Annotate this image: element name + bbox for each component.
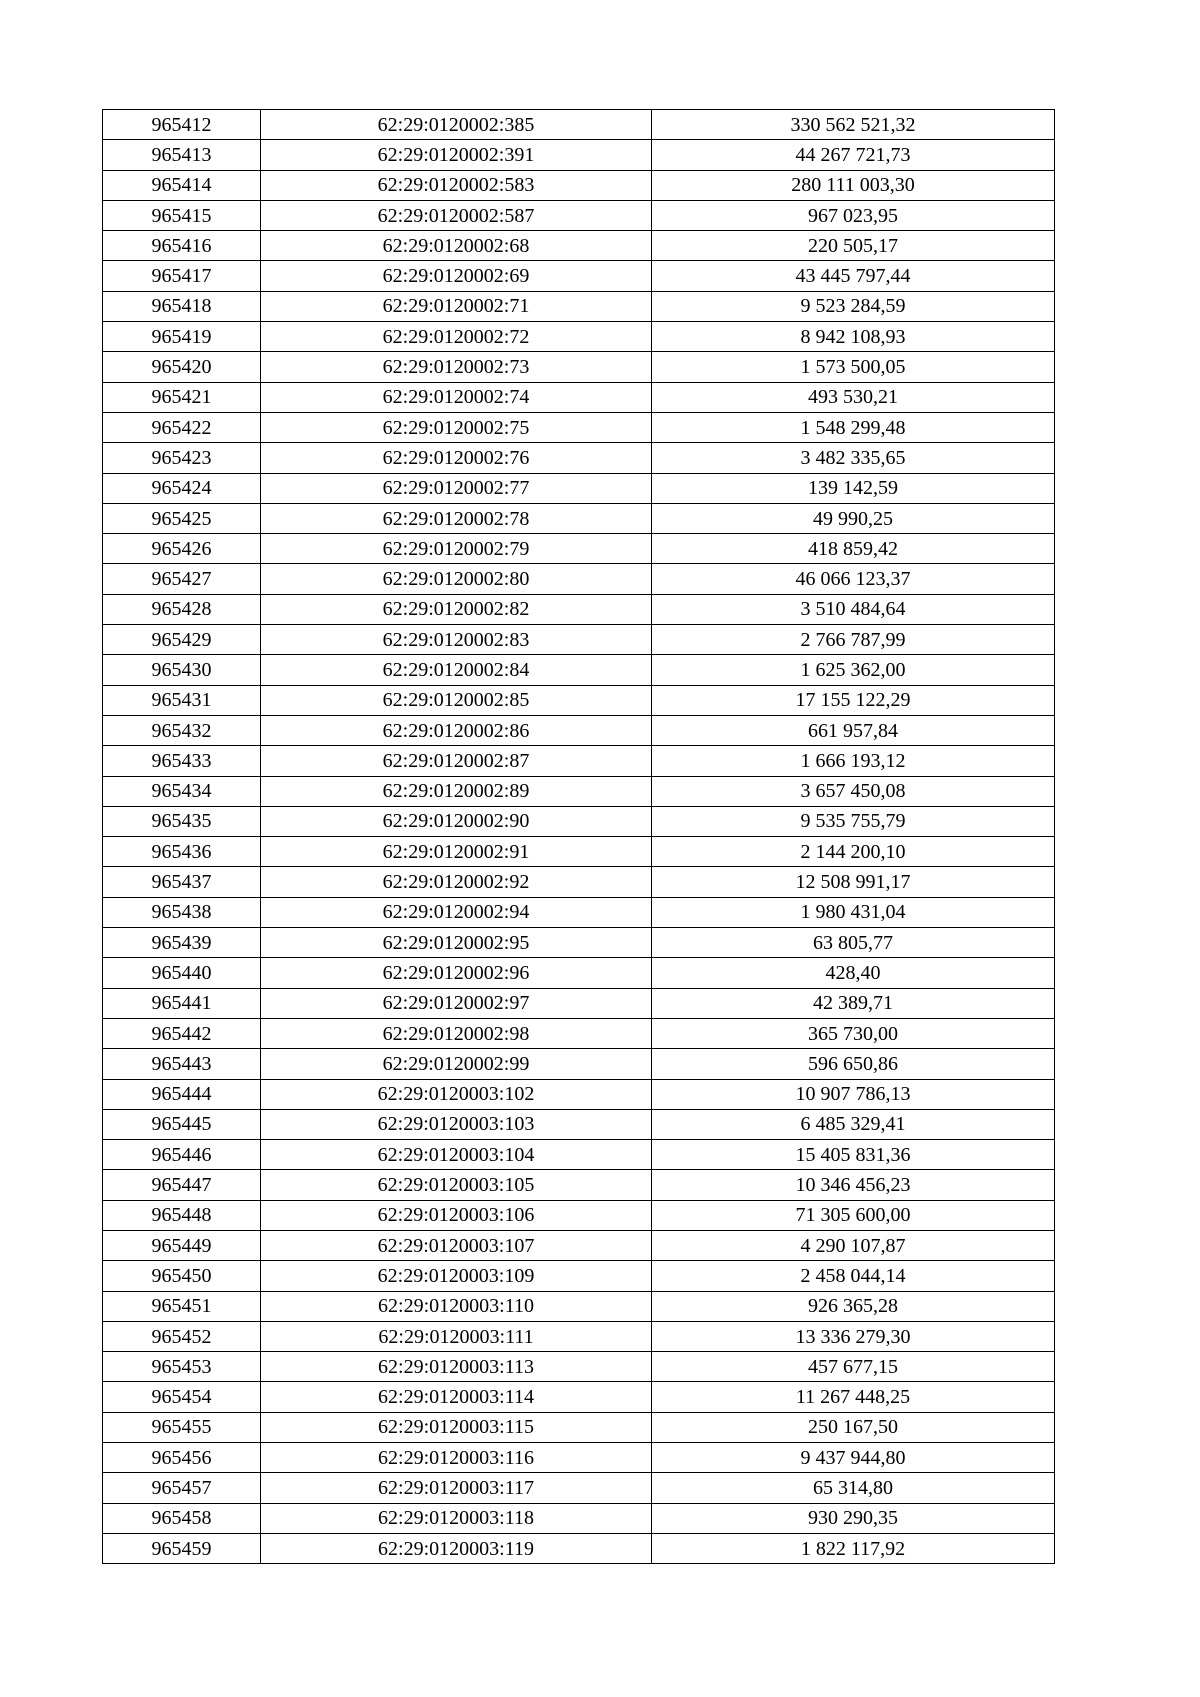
table-row	[103, 1443, 1055, 1473]
cadastral-number-cell: 62:29:0120003:117	[261, 1473, 652, 1503]
cadastral-number-cell: 62:29:0120003:116	[261, 1443, 652, 1473]
table-row	[103, 322, 1055, 352]
cadastral-number-cell: 62:29:0120002:80	[261, 564, 652, 594]
cadastral-number-cell: 62:29:0120002:583	[261, 170, 652, 200]
cadastral-number-cell: 62:29:0120002:99	[261, 1049, 652, 1079]
row-number-cell: 965415	[103, 200, 261, 230]
cadastral-number-cell: 62:29:0120002:77	[261, 473, 652, 503]
cadastral-number-cell: 62:29:0120003:102	[261, 1079, 652, 1109]
table-row	[103, 1049, 1055, 1079]
row-number-cell: 965456	[103, 1443, 261, 1473]
value-cell: 49 990,25	[652, 503, 1055, 533]
value-cell: 3 510 484,64	[652, 594, 1055, 624]
value-cell: 330 562 521,32	[652, 110, 1055, 140]
row-number-cell: 965434	[103, 776, 261, 806]
row-number-cell: 965425	[103, 503, 261, 533]
row-number-cell: 965424	[103, 473, 261, 503]
cadastral-number-cell: 62:29:0120002:69	[261, 261, 652, 291]
cadastral-number-cell: 62:29:0120002:385	[261, 110, 652, 140]
row-number-cell: 965446	[103, 1140, 261, 1170]
table-row	[103, 1533, 1055, 1563]
value-cell: 46 066 123,37	[652, 564, 1055, 594]
table-row	[103, 1170, 1055, 1200]
value-cell: 1 980 431,04	[652, 897, 1055, 927]
table-row	[103, 261, 1055, 291]
cadastral-number-cell: 62:29:0120002:76	[261, 443, 652, 473]
value-cell: 15 405 831,36	[652, 1140, 1055, 1170]
value-cell: 9 437 944,80	[652, 1443, 1055, 1473]
table-row	[103, 1261, 1055, 1291]
value-cell: 250 167,50	[652, 1412, 1055, 1442]
value-cell: 65 314,80	[652, 1473, 1055, 1503]
row-number-cell: 965453	[103, 1352, 261, 1382]
value-cell: 428,40	[652, 958, 1055, 988]
row-number-cell: 965449	[103, 1230, 261, 1260]
row-number-cell: 965455	[103, 1412, 261, 1442]
table-row	[103, 564, 1055, 594]
table-row	[103, 988, 1055, 1018]
value-cell: 926 365,28	[652, 1291, 1055, 1321]
value-cell: 3 657 450,08	[652, 776, 1055, 806]
table-row	[103, 806, 1055, 836]
row-number-cell: 965433	[103, 746, 261, 776]
row-number-cell: 965428	[103, 594, 261, 624]
table-row	[103, 291, 1055, 321]
value-cell: 457 677,15	[652, 1352, 1055, 1382]
value-cell: 10 907 786,13	[652, 1079, 1055, 1109]
value-cell: 4 290 107,87	[652, 1230, 1055, 1260]
table-row	[103, 1018, 1055, 1048]
cadastral-number-cell: 62:29:0120002:86	[261, 715, 652, 745]
table-row	[103, 170, 1055, 200]
cadastral-number-cell: 62:29:0120003:104	[261, 1140, 652, 1170]
row-number-cell: 965447	[103, 1170, 261, 1200]
table-row	[103, 1473, 1055, 1503]
row-number-cell: 965454	[103, 1382, 261, 1412]
row-number-cell: 965432	[103, 715, 261, 745]
value-cell: 661 957,84	[652, 715, 1055, 745]
row-number-cell: 965445	[103, 1109, 261, 1139]
cadastral-number-cell: 62:29:0120002:587	[261, 200, 652, 230]
table-row	[103, 110, 1055, 140]
cadastral-number-cell: 62:29:0120002:87	[261, 746, 652, 776]
table-row	[103, 928, 1055, 958]
table-row	[103, 1321, 1055, 1351]
value-cell: 220 505,17	[652, 231, 1055, 261]
value-cell: 42 389,71	[652, 988, 1055, 1018]
row-number-cell: 965443	[103, 1049, 261, 1079]
table-row	[103, 1200, 1055, 1230]
cadastral-number-cell: 62:29:0120002:83	[261, 625, 652, 655]
value-cell: 12 508 991,17	[652, 867, 1055, 897]
cadastral-number-cell: 62:29:0120002:85	[261, 685, 652, 715]
value-cell: 1 822 117,92	[652, 1533, 1055, 1563]
table-row	[103, 352, 1055, 382]
cadastral-number-cell: 62:29:0120003:118	[261, 1503, 652, 1533]
table-row	[103, 625, 1055, 655]
value-cell: 44 267 721,73	[652, 140, 1055, 170]
cadastral-number-cell: 62:29:0120002:78	[261, 503, 652, 533]
table-row	[103, 958, 1055, 988]
value-cell: 139 142,59	[652, 473, 1055, 503]
table-row	[103, 503, 1055, 533]
value-cell: 9 535 755,79	[652, 806, 1055, 836]
row-number-cell: 965430	[103, 655, 261, 685]
cadastral-number-cell: 62:29:0120002:95	[261, 928, 652, 958]
value-cell: 11 267 448,25	[652, 1382, 1055, 1412]
value-cell: 71 305 600,00	[652, 1200, 1055, 1230]
table-row	[103, 1291, 1055, 1321]
table-row	[103, 1140, 1055, 1170]
row-number-cell: 965423	[103, 443, 261, 473]
table-row	[103, 1382, 1055, 1412]
row-number-cell: 965450	[103, 1261, 261, 1291]
table-row	[103, 1109, 1055, 1139]
table-row	[103, 776, 1055, 806]
row-number-cell: 965442	[103, 1018, 261, 1048]
cadastral-number-cell: 62:29:0120003:113	[261, 1352, 652, 1382]
cadastral-number-cell: 62:29:0120003:105	[261, 1170, 652, 1200]
table-row	[103, 867, 1055, 897]
row-number-cell: 965417	[103, 261, 261, 291]
value-cell: 8 942 108,93	[652, 322, 1055, 352]
cadastral-number-cell: 62:29:0120003:103	[261, 1109, 652, 1139]
cadastral-number-cell: 62:29:0120002:68	[261, 231, 652, 261]
cadastral-number-cell: 62:29:0120003:110	[261, 1291, 652, 1321]
cadastral-number-cell: 62:29:0120002:98	[261, 1018, 652, 1048]
cadastral-number-cell: 62:29:0120002:91	[261, 837, 652, 867]
table-row	[103, 1230, 1055, 1260]
table-row	[103, 837, 1055, 867]
value-cell: 9 523 284,59	[652, 291, 1055, 321]
cadastral-number-cell: 62:29:0120002:84	[261, 655, 652, 685]
table-row	[103, 412, 1055, 442]
row-number-cell: 965437	[103, 867, 261, 897]
value-cell: 365 730,00	[652, 1018, 1055, 1048]
cadastral-number-cell: 62:29:0120003:109	[261, 1261, 652, 1291]
value-cell: 63 805,77	[652, 928, 1055, 958]
cadastral-number-cell: 62:29:0120002:94	[261, 897, 652, 927]
value-cell: 3 482 335,65	[652, 443, 1055, 473]
cadastral-number-cell: 62:29:0120003:111	[261, 1321, 652, 1351]
cadastral-number-cell: 62:29:0120002:79	[261, 534, 652, 564]
table-row	[103, 443, 1055, 473]
cadastral-number-cell: 62:29:0120002:90	[261, 806, 652, 836]
value-cell: 1 666 193,12	[652, 746, 1055, 776]
row-number-cell: 965458	[103, 1503, 261, 1533]
cadastral-number-cell: 62:29:0120003:106	[261, 1200, 652, 1230]
table-row	[103, 534, 1055, 564]
row-number-cell: 965431	[103, 685, 261, 715]
value-cell: 280 111 003,30	[652, 170, 1055, 200]
row-number-cell: 965444	[103, 1079, 261, 1109]
value-cell: 967 023,95	[652, 200, 1055, 230]
cadastral-number-cell: 62:29:0120003:115	[261, 1412, 652, 1442]
row-number-cell: 965435	[103, 806, 261, 836]
row-number-cell: 965436	[103, 837, 261, 867]
row-number-cell: 965412	[103, 110, 261, 140]
value-cell: 2 766 787,99	[652, 625, 1055, 655]
row-number-cell: 965422	[103, 412, 261, 442]
value-cell: 2 458 044,14	[652, 1261, 1055, 1291]
row-number-cell: 965419	[103, 322, 261, 352]
row-number-cell: 965429	[103, 625, 261, 655]
table-row	[103, 685, 1055, 715]
cadastral-number-cell: 62:29:0120002:73	[261, 352, 652, 382]
cadastral-number-cell: 62:29:0120002:92	[261, 867, 652, 897]
table-row	[103, 473, 1055, 503]
table-row	[103, 594, 1055, 624]
table-row	[103, 897, 1055, 927]
row-number-cell: 965459	[103, 1533, 261, 1563]
table-row	[103, 655, 1055, 685]
cadastral-number-cell: 62:29:0120002:71	[261, 291, 652, 321]
table-row	[103, 1412, 1055, 1442]
row-number-cell: 965451	[103, 1291, 261, 1321]
cadastral-number-cell: 62:29:0120002:75	[261, 412, 652, 442]
table-body	[103, 110, 1055, 1564]
row-number-cell: 965426	[103, 534, 261, 564]
value-cell: 2 144 200,10	[652, 837, 1055, 867]
cadastral-number-cell: 62:29:0120002:97	[261, 988, 652, 1018]
row-number-cell: 965438	[103, 897, 261, 927]
table-row	[103, 1079, 1055, 1109]
cadastral-number-cell: 62:29:0120002:89	[261, 776, 652, 806]
table-row	[103, 715, 1055, 745]
cadastral-number-cell: 62:29:0120002:82	[261, 594, 652, 624]
table-row	[103, 382, 1055, 412]
cadastral-number-cell: 62:29:0120002:72	[261, 322, 652, 352]
cadastral-number-cell: 62:29:0120002:74	[261, 382, 652, 412]
row-number-cell: 965418	[103, 291, 261, 321]
table-row	[103, 1352, 1055, 1382]
row-number-cell: 965441	[103, 988, 261, 1018]
cadastral-number-cell: 62:29:0120003:107	[261, 1230, 652, 1260]
row-number-cell: 965448	[103, 1200, 261, 1230]
row-number-cell: 965416	[103, 231, 261, 261]
row-number-cell: 965457	[103, 1473, 261, 1503]
value-cell: 1 625 362,00	[652, 655, 1055, 685]
table-row	[103, 1503, 1055, 1533]
row-number-cell: 965439	[103, 928, 261, 958]
table-row	[103, 746, 1055, 776]
value-cell: 493 530,21	[652, 382, 1055, 412]
table-row	[103, 140, 1055, 170]
row-number-cell: 965440	[103, 958, 261, 988]
row-number-cell: 965427	[103, 564, 261, 594]
value-cell: 1 573 500,05	[652, 352, 1055, 382]
value-cell: 43 445 797,44	[652, 261, 1055, 291]
value-cell: 418 859,42	[652, 534, 1055, 564]
value-cell: 6 485 329,41	[652, 1109, 1055, 1139]
value-cell: 10 346 456,23	[652, 1170, 1055, 1200]
table-row	[103, 231, 1055, 261]
value-cell: 17 155 122,29	[652, 685, 1055, 715]
cadastral-number-cell: 62:29:0120003:119	[261, 1533, 652, 1563]
cadastral-number-cell: 62:29:0120003:114	[261, 1382, 652, 1412]
value-cell: 13 336 279,30	[652, 1321, 1055, 1351]
cadastral-value-table	[102, 109, 1055, 1564]
row-number-cell: 965420	[103, 352, 261, 382]
row-number-cell: 965414	[103, 170, 261, 200]
cadastral-number-cell: 62:29:0120002:391	[261, 140, 652, 170]
table-row	[103, 200, 1055, 230]
row-number-cell: 965421	[103, 382, 261, 412]
value-cell: 930 290,35	[652, 1503, 1055, 1533]
value-cell: 596 650,86	[652, 1049, 1055, 1079]
cadastral-number-cell: 62:29:0120002:96	[261, 958, 652, 988]
row-number-cell: 965452	[103, 1321, 261, 1351]
row-number-cell: 965413	[103, 140, 261, 170]
value-cell: 1 548 299,48	[652, 412, 1055, 442]
